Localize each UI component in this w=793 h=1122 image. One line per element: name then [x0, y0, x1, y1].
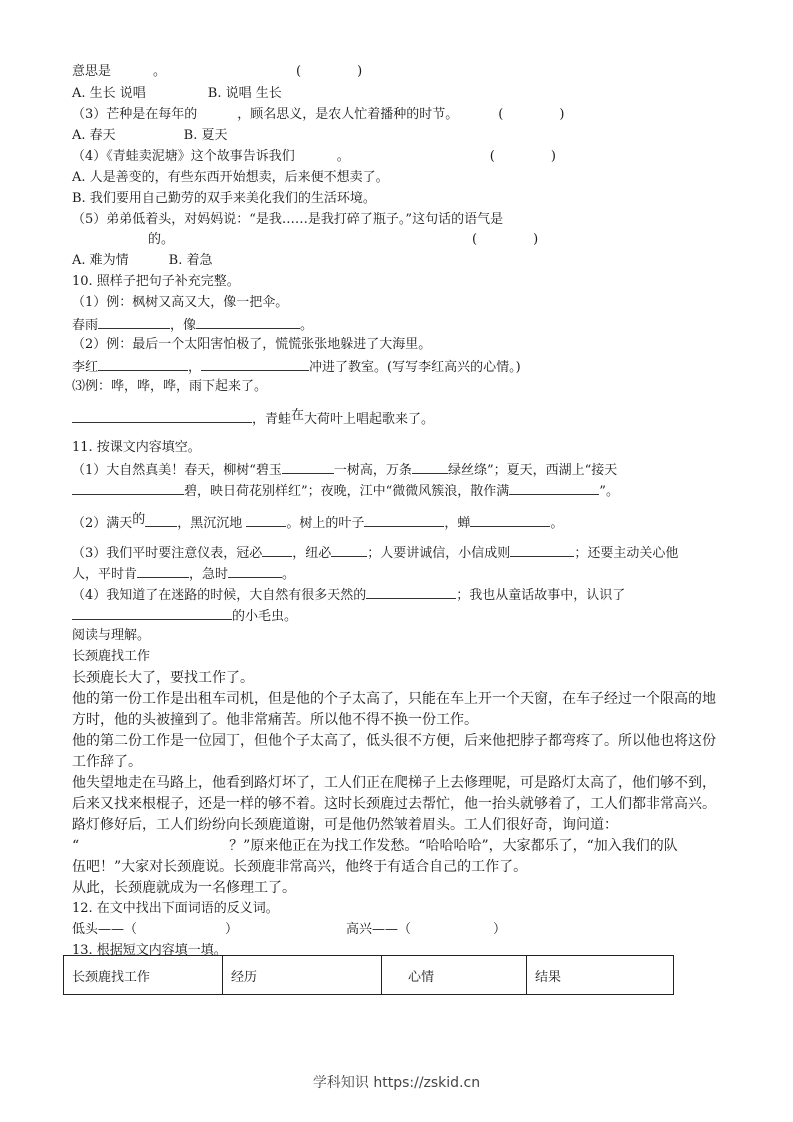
question-text: 冲进了教室。(写写李红高兴的心情。): [309, 360, 521, 375]
punct: 。: [300, 318, 314, 333]
question-text: 李红: [72, 360, 99, 375]
fill-blank[interactable]: [364, 514, 444, 527]
option-a: A. 春天: [72, 128, 116, 143]
antonym-prompt: 低头——（: [72, 922, 138, 937]
option-b: B. 夏天: [183, 128, 228, 143]
quote-mark: “: [72, 838, 80, 854]
fill-blank[interactable]: [201, 358, 309, 371]
question-text: ，黑沉沉地: [177, 516, 243, 531]
reading-text: ？”原来他正在为找工作发愁。“哈哈哈哈”，大家都乐了，“加入我们的队: [229, 838, 678, 854]
question-text: （4）《青蛙卖泥塘》这个故事告诉我们: [72, 149, 295, 164]
question-text: 春雨: [72, 318, 99, 333]
punct: ，: [188, 360, 202, 375]
fill-blank[interactable]: [509, 482, 599, 495]
answer-paren-open: (: [489, 149, 495, 164]
question-text: 大荷叶上唱起歌来了。: [304, 412, 435, 427]
q9-item-5: （5）弟弟低着头，对妈妈说：“是我……是我打碎了瓶子。”这句话的语气是: [72, 212, 504, 227]
fill-blank[interactable]: [510, 544, 574, 557]
answer-paren-open: (: [296, 64, 302, 79]
fill-blank[interactable]: [331, 544, 367, 557]
question-text: 的: [132, 512, 146, 527]
fill-blank[interactable]: [262, 544, 292, 557]
answer-paren-close: ): [550, 149, 556, 164]
answer-paren-open: (: [472, 232, 478, 247]
question-text: （3）我们平时要注意仪表，冠必: [72, 546, 263, 561]
question-text: （1）大自然真美！春天，柳树“碧玉: [72, 463, 282, 478]
q10-fill-2: [72, 358, 521, 376]
q10-example-3: ⑶例：哗，哗，哗，雨下起来了。: [72, 379, 268, 394]
question-text: （2）满天: [72, 516, 133, 531]
reading-paragraph: 他的第一份工作是出租车司机，但是他的个子太高了，只能在车上开一个天窗，在车子经过一个限高的地: [72, 691, 716, 707]
answer-paren-close: ): [533, 232, 539, 247]
fill-blank[interactable]: [145, 514, 177, 527]
reading-paragraph: 伍吧！”大家对长颈鹿说。长颈鹿非常高兴，他终于有适合自己的工作了。: [72, 859, 528, 875]
q10-fill-1: [72, 316, 313, 334]
question-text: 人，平时肯: [72, 567, 138, 582]
question-text: ；人要讲诚信，小信成则: [367, 546, 511, 561]
q11-item-1: [72, 461, 617, 479]
table-cell: 结果: [527, 956, 674, 995]
reading-paragraph: 从此，长颈鹿就成为一名修理工了。: [72, 880, 296, 896]
q11-item-2: [72, 514, 563, 532]
answer-paren-close: ): [357, 64, 363, 79]
answer-paren-open: (: [498, 107, 504, 122]
answer-paren-close: ）: [225, 922, 239, 937]
q9-line-meaning: [72, 64, 362, 80]
q9-meaning-text: 意思是: [72, 64, 112, 79]
question-text: 的小毛虫。: [232, 609, 298, 624]
table-row: [64, 956, 674, 995]
table-cell: 长颈鹿找工作: [64, 956, 223, 995]
q12-antonyms: [72, 922, 506, 938]
q11-item-3-cont: [72, 565, 295, 583]
q11-title: 11. 按课文内容填空。: [72, 440, 201, 455]
question-text: （3）芒种是在每年的: [72, 107, 198, 122]
punct: 。: [336, 149, 350, 164]
reading-paragraph: 他的第二份工作是一位园丁，但他个子太高了，低头很不方便，后来他把脖子都弯疼了。所以他也将这份: [72, 733, 716, 749]
reading-paragraph: 工作辞了。: [72, 754, 142, 770]
q9-item-3: [72, 107, 564, 123]
reading-paragraph: 路灯修好后，工人们纷纷向长颈鹿道谢，可是他仍然皱着眉头。工人们很好奇，询问道：: [72, 817, 618, 833]
q10-fill-3: [72, 410, 434, 428]
q12-title: 12. 在文中找出下面词语的反义词。: [72, 901, 279, 916]
reading-paragraph: 他失望地走在马路上，他看到路灯坏了，工人们正在爬梯子上去修理呢，可是路灯太高了，他们够不到，: [72, 775, 716, 791]
q13-title: 13. 根据短文内容填一填。: [72, 943, 227, 958]
question-text: （4）我知道了在迷路的时候，大自然有很多天然的: [72, 588, 367, 603]
option-b: B. 说唱 生长: [207, 86, 282, 101]
fill-blank[interactable]: [246, 514, 286, 527]
question-text: ，像: [170, 318, 197, 333]
q9-item-4: [72, 149, 556, 165]
question-text: 在: [291, 408, 305, 423]
fill-blank[interactable]: [137, 565, 189, 578]
q10-example-1: （1）例：枫树又高又大，像一把伞。: [72, 295, 289, 310]
question-text: 一树高，万条: [333, 463, 412, 478]
reading-title: 长颈鹿找工作: [72, 649, 151, 664]
fill-blank[interactable]: [228, 565, 282, 578]
option-a: A. 难为情: [72, 253, 129, 268]
question-text: 绿丝绦”；夏天，西湖上“接天: [447, 463, 618, 478]
question-text: ，蝉: [444, 516, 471, 531]
reading-paragraph: 方时，他的头被撞到了。他非常痛苦。所以他不得不换一份工作。: [72, 712, 478, 728]
fill-blank[interactable]: [72, 607, 232, 620]
q11-item-4-cont: [72, 607, 297, 625]
fill-blank[interactable]: [412, 461, 448, 474]
punct: 。: [282, 567, 296, 582]
q10-title: 10. 照样子把句子补充完整。: [72, 274, 240, 289]
question-text: 碧，映日荷花别样红”；夜晚，江中“微微风簇浪，散作满: [184, 484, 510, 499]
answer-paren-close: ）: [493, 922, 507, 937]
fill-blank[interactable]: [366, 586, 456, 599]
q9-options-3: [72, 128, 227, 144]
fill-blank[interactable]: [72, 410, 252, 423]
option-a: A. 生长 说唱: [72, 86, 146, 101]
reading-paragraph: 后来又找来根棍子，还是一样的够不着。这时长颈鹿过去帮忙，他一抬头就够着了，工人们都非常高兴。: [72, 796, 716, 812]
question-text: ，急时: [189, 567, 229, 582]
question-text: 。树上的叶子: [286, 516, 365, 531]
question-text: ，青蛙: [252, 412, 292, 427]
punct: 。: [550, 516, 564, 531]
table-cell: 心情: [382, 956, 527, 995]
q9-item-5-cont: [72, 232, 538, 248]
fill-blank[interactable]: [98, 316, 170, 329]
question-text: ；还要主动关心他: [574, 546, 679, 561]
reading-heading: 阅读与理解。: [72, 628, 151, 643]
q9-option-b: B. 我们要用自己勤劳的双手来美化我们的生活环境。: [72, 191, 376, 206]
answer-paren-close: ): [559, 107, 565, 122]
antonym-prompt: 高兴——（: [346, 922, 412, 937]
q9-options-5: [72, 253, 212, 269]
q13-table: [63, 955, 674, 995]
option-b: B. 着急: [168, 253, 213, 268]
reading-paragraph: [72, 838, 678, 854]
fill-blank[interactable]: [470, 514, 550, 527]
q11-item-3: [72, 544, 678, 562]
q11-item-4: [72, 586, 625, 604]
reading-paragraph: 长颈鹿长大了，要找工作了。: [72, 670, 254, 686]
question-text: ；我也从童话故事中，认识了: [456, 588, 626, 603]
question-text: ，纽必: [292, 546, 332, 561]
footer-watermark: 学科知识 https://zskid.cn: [312, 1075, 481, 1091]
table-cell: 经历: [223, 956, 382, 995]
fill-blank[interactable]: [98, 358, 188, 371]
q9-options-1: [72, 86, 282, 102]
q10-example-2: （2）例：最后一个太阳害怕极了，慌慌张张地躲进了大海里。: [72, 337, 432, 352]
punct: ”。: [599, 484, 619, 499]
q9-option-a: A. 人是善变的，有些东西开始想卖，后来便不想卖了。: [72, 170, 389, 185]
punct: 。: [153, 64, 167, 79]
question-text: ，顾名思义，是农人忙着播种的时节。: [237, 107, 459, 122]
question-text: 的。: [148, 232, 175, 247]
fill-blank[interactable]: [196, 316, 300, 329]
fill-blank[interactable]: [72, 482, 184, 495]
q11-item-1-cont: [72, 482, 619, 500]
fill-blank[interactable]: [282, 461, 334, 474]
